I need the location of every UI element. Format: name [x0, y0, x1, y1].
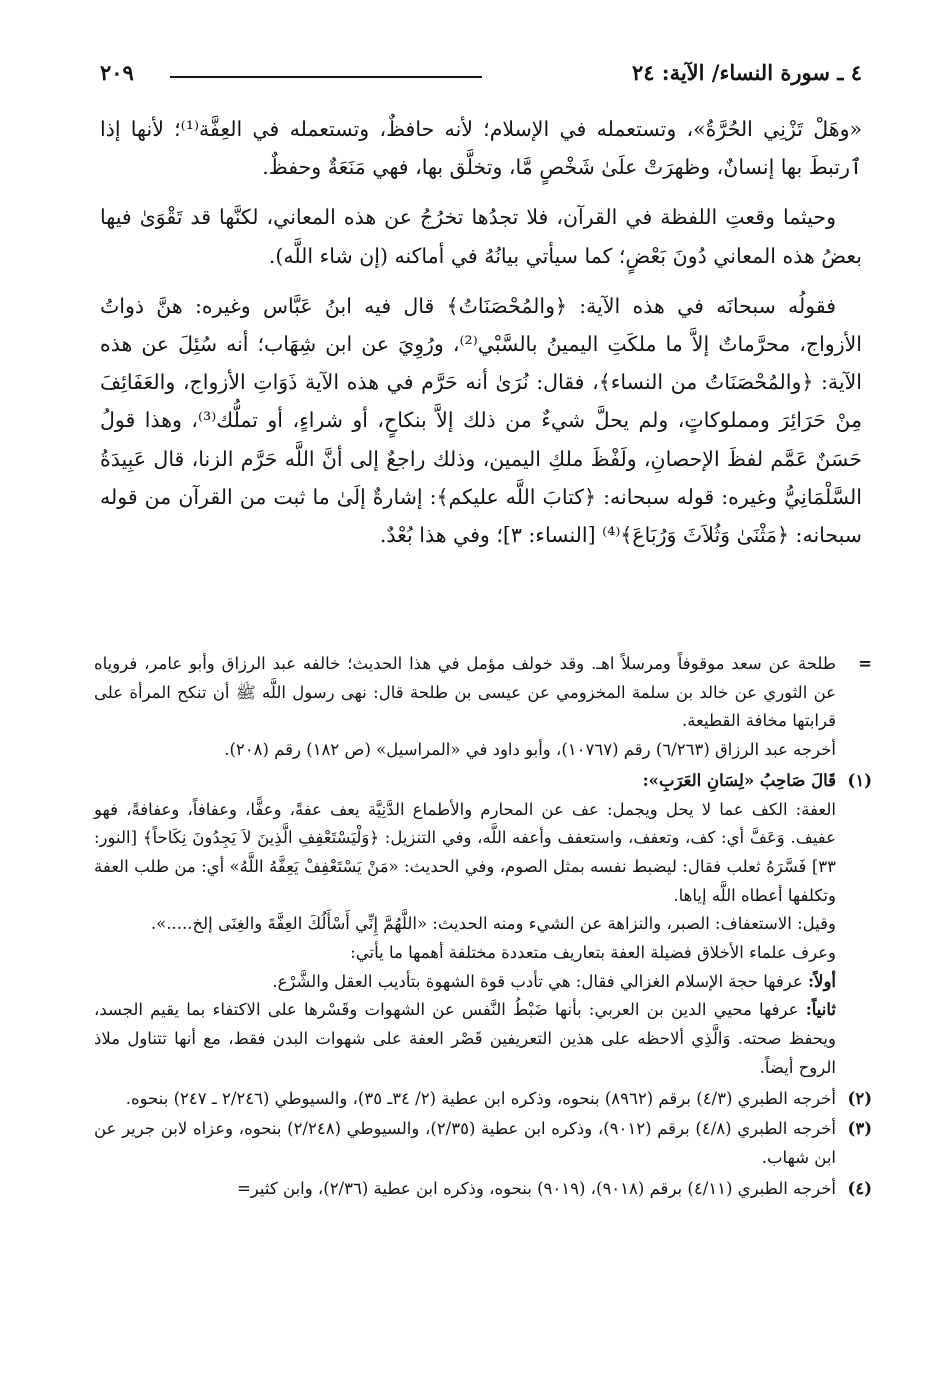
footnote-continued	[94, 650, 872, 765]
footnote-1	[94, 767, 872, 1083]
footnote-text: وقيل: الاستعفاف: الصبر، والنزاهة عن الشيء ومنه الحديث: «اللَّهُمَّ إِنِّي أَسْأَلُكَ العِفَّةَ والغِنَى إلخ.....».	[150, 914, 836, 934]
running-header	[100, 60, 862, 94]
footnote-mark: (٣)	[847, 1119, 872, 1139]
paragraph-3: فقولُه سبحانَه في هذه الآية: ﴿والمُحْصَنَاتُ﴾ قال فيه ابنُ عَبَّاس وغيره: هنَّ ذواتُ الأزواج، محرَّماتٌ إلاَّ ما ملكَتِ اليمينُ بالسَّبْي⁽²⁾، ورُوِيَ عن ابن شِهَاب؛ أنه سُئِلَ عن هذه الآية: ﴿والمُحْصَنَاتُ من النساء﴾، فقال: نُرَىٰ أنه حَرَّم في هذه الآية ذَوَاتِ الأزواج، والعَفَائِفَ مِنْ حَرَائِرَ ومملوكاتٍ، ولم يحلَّ شيءٌ من ذلك إلاَّ بنكاحٍ، أو شراءٍ، أو تملُّك⁽³⁾، وهذا قولُ حَسَنٌ عَمَّم لفظَ الإحصانِ، ولَفْظَ ملكِ اليمين، وذلك راجعٌ إلى أنَّ اللَّه حَرَّم الزنا، قال عَبِيدَةُ السَّلْمَانِيُّ وغيره: قوله سبحانه: ﴿كتابَ اللَّه عليكم﴾: إشارةٌ إلَىٰ ما ثبت من القرآن من قوله سبحانه: ﴿مَثْنَىٰ وَثُلاَثَ وَرُبَاعَ﴾⁽⁴⁾ [النساء: ٣]؛ وفي هذا بُعْدٌ.	[100, 293, 862, 548]
footnote-text: أخرجه الطبري (٤/٨) برقم (٩٠١٢)، وذكره ابن عطية (٢/٣٥)، والسيوطي (٢/٢٤٨) بنحوه، وعزاه لابن جرير عن ابن شهاب.	[94, 1119, 836, 1167]
page-number: ٢٠٩	[100, 60, 134, 85]
footnotes	[94, 650, 872, 1205]
footnote-body	[94, 767, 836, 1083]
footnote-text: أخرجه عبد الرزاق (٦/٢٦٣) رقم (١٠٧٦٧)، وأبو داود في «المراسيل» (ص ١٨٢) رقم (٢٠٨).	[224, 740, 836, 760]
footnote-text-span: عرفها محيي الدين بن العربي: بأنها ضَبْطُ النَّفس عن الشهوات وقَسْرها على الاكتفاء بما يقيم الجسد، ويحفظ صحته. وَالَّذِي ألاحظه على هذين التعريفين قَصْر العفة على شهوات البدن فقط، مع أنها تتناول ملاذ الروح أيضاً.	[94, 1000, 836, 1077]
footnote-2	[94, 1085, 872, 1114]
footnote-text: طلحة عن سعد موقوفاً ومرسلاً اهـ. وقد خولف مؤمل في هذا الحديث؛ خالفه عبد الرزاق وأبو عامر، فروياه عن الثوري عن خالد بن سلمة المخزومي عن عيسى بن طلحة قال: نهى رسول اللَّه ﷺ أن تنكح المرأة على قرابتها مخافة القطيعة.	[94, 654, 836, 731]
footnote-text: وعرف علماء الأخلاق فضيلة العفة بتعاريف متعددة مختلفة أهمها ما يأتي:	[350, 943, 836, 963]
footnote-mark: (٢)	[847, 1088, 872, 1108]
footnote-body	[94, 1175, 836, 1204]
header-title: ٤ ـ سورة النساء/ الآية: ٢٤	[631, 60, 862, 85]
footnote-text: العفة: الكف عما لا يحل ويجمل: عف عن المحارم والأطماع الدَّنِيَّة يعف عفةً، وعفًّا، وعفافاً، وعفافةً، فهو عفيف. وَعَفَّ أي: كف، وتعفف، واستعفف وأعفه اللَّه، وفي التنزيل: ﴿وَلْيَسْتَعْفِفِ الَّذِينَ لاَ يَجِدُونَ نِكَاحاً﴾ [النور: ٣٣] فَسَّرَهُ ثعلب فقال: ليضبط نفسه بمثل الصوم، وفي الحديث: «مَنْ يَسْتَعْفِفْ يَعِفَّهُ اللَّهُ» أي: من طلب العفة وتكلفها أعطاه اللَّه إياها.	[94, 799, 836, 905]
footnote-text	[94, 968, 836, 997]
footnote-4	[94, 1175, 872, 1204]
paragraph-2: وحيثما وقعتِ اللفظة في القرآن، فلا تجدُها تخرُجُ عن هذه المعاني، لكنَّها قد تَقْوَىٰ فيها بعضُ هذه المعاني دُونَ بَعْضٍ؛ كما سيأتي بيانُهُ في أماكنه (إن شاء اللَّه).	[100, 205, 862, 268]
page	[94, 50, 872, 1346]
footnote-text: أخرجه الطبري (٤/١١) برقم (٩٠١٨)، (٩٠١٩) بنحوه، وذكره ابن عطية (٢/٣٦)، وابن كثير=	[236, 1178, 836, 1198]
footnote-text-span: عرفها حجة الإسلام الغزالي فقال: هي تأدب قوة الشهوة بتأديب العقل والشَّرْع.	[272, 971, 808, 991]
footnote-heading: قَالَ صَاحِبُ «لِسَانِ العَرَبِ»:	[642, 770, 836, 790]
footnote-body	[94, 1115, 836, 1172]
footnote-3	[94, 1115, 872, 1172]
footnote-label: ثانياً:	[805, 1000, 836, 1020]
footnote-mark: (٤)	[847, 1178, 872, 1198]
header-rule	[170, 76, 482, 78]
footnote-mark: =	[858, 654, 872, 673]
footnote-body	[94, 650, 836, 765]
footnote-text: أخرجه الطبري (٤/٣) برقم (٨٩٦٢) بنحوه، وذكره ابن عطية (٢/ ٣٤ـ ٣٥)، والسيوطي (٢/٢٤٦ ـ ٢٤٧) بنحوه.	[125, 1088, 836, 1108]
footnote-mark: (١)	[847, 770, 872, 790]
paragraph-1: «وهَلْ تَزْنِي الحُرَّةُ»، وتستعمله في الإسلام؛ لأنه حافظٌ، وتستعمله في العِفَّة⁽¹⁾؛ لأنها إذا ٱرتبطَ بها إنسانٌ، وظهرَتْ علَىٰ شَخْصٍ مَّا، وتخلَّق بها، فهي مَنَعَةٌ وحفظٌ.	[100, 117, 863, 180]
main-text	[100, 110, 862, 566]
footnote-body	[94, 1085, 836, 1114]
footnote-text	[94, 996, 836, 1082]
footnote-label: أولاً:	[807, 971, 836, 991]
